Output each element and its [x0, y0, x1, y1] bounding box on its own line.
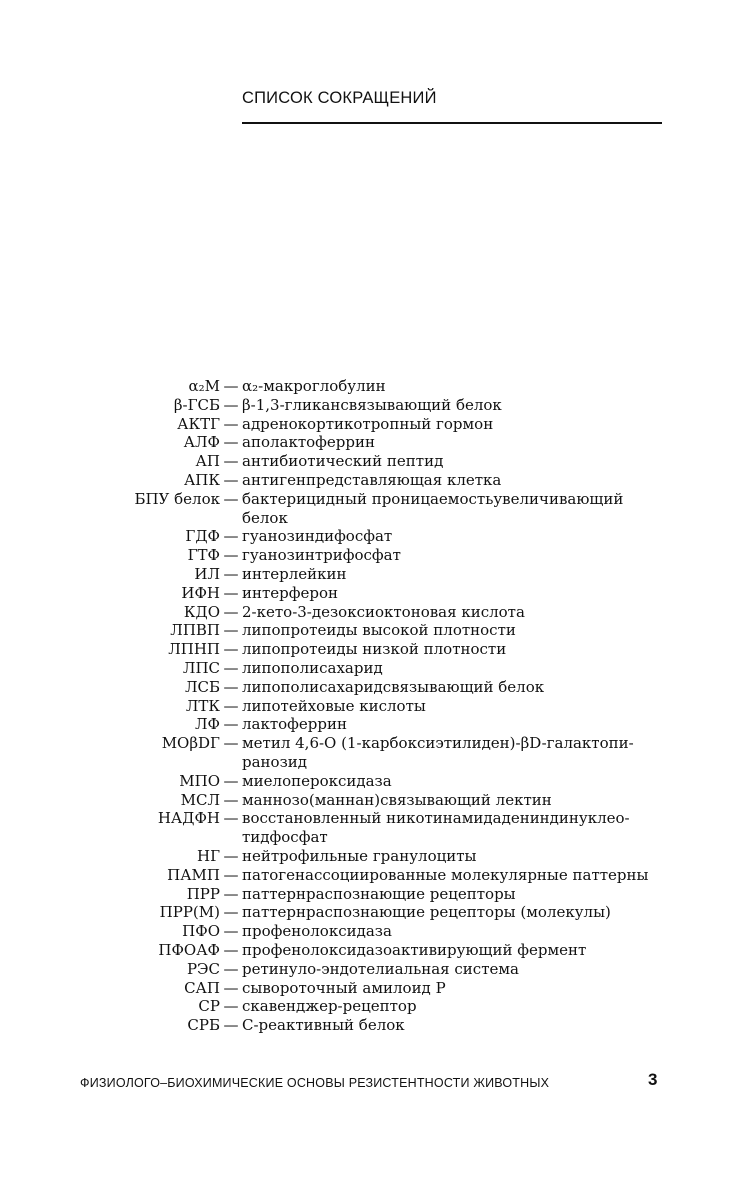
definition-continuation: белок [242, 508, 288, 527]
abbreviation-definition: антигенпредставляющая клетка [242, 470, 502, 489]
list-item [90, 621, 650, 640]
abbreviation-definition: нейтрофильные гранулоциты [242, 846, 477, 865]
dash-separator: — [223, 715, 239, 734]
dash-separator: — [223, 527, 239, 546]
abbreviation-definition: сывороточный амилоид Р [242, 978, 446, 997]
list-item [90, 791, 650, 810]
dash-separator: — [223, 809, 239, 828]
abbreviation-definition: профенолоксидазоактивирующий фермент [242, 940, 587, 959]
abbreviation-definition: гуанозинтрифосфат [242, 546, 401, 565]
abbreviation-term: ЛФ [195, 715, 220, 734]
list-item [90, 678, 650, 697]
page-title: СПИСОК СОКРАЩЕНИЙ [242, 89, 437, 107]
list-item [90, 377, 650, 396]
list-item [90, 640, 650, 659]
abbreviation-definition: С-реактивный белок [242, 1016, 405, 1035]
abbreviation-definition: липотейховые кислоты [242, 696, 426, 715]
abbreviation-term: БПУ белок [134, 489, 220, 508]
abbreviation-definition: маннозо(маннан)связывающий лектин [242, 790, 552, 809]
dash-separator: — [223, 677, 239, 696]
abbreviation-list [90, 377, 650, 1035]
dash-separator: — [223, 433, 239, 452]
abbreviation-term: СР [198, 997, 220, 1016]
list-item [90, 960, 650, 979]
dash-separator: — [223, 865, 239, 884]
dash-separator: — [223, 978, 239, 997]
list-item [90, 527, 650, 546]
list-item [90, 697, 650, 716]
abbreviation-term: МПО [179, 771, 220, 790]
abbreviation-term: β-ГСБ [173, 395, 220, 414]
abbreviation-definition: липопротеиды низкой плотности [242, 640, 507, 659]
dash-separator: — [223, 583, 239, 602]
abbreviation-term: α₂М [188, 377, 220, 395]
abbreviation-definition: α₂-макроглобулин [242, 377, 386, 395]
list-item [90, 490, 650, 528]
definition-line: бактерицидный проницаемостьувеличивающий [242, 489, 624, 508]
dash-separator: — [223, 602, 239, 621]
abbreviation-term: ГДФ [185, 527, 220, 546]
abbreviation-term: АПК [183, 470, 220, 489]
dash-separator: — [223, 771, 239, 790]
list-item [90, 922, 650, 941]
dash-separator: — [223, 959, 239, 978]
list-item [90, 866, 650, 885]
abbreviation-definition: липополисахаридсвязывающий белок [242, 677, 545, 696]
dash-separator: — [223, 489, 239, 508]
list-item [90, 659, 650, 678]
abbreviation-term: АП [195, 452, 220, 471]
list-item [90, 546, 650, 565]
list-item [90, 979, 650, 998]
dash-separator: — [223, 696, 239, 715]
definition-line: восстановленный никотинамидадениндинуклео- [242, 809, 630, 828]
abbreviation-term: ПАМП [167, 865, 220, 884]
header-rule [242, 122, 662, 124]
abbreviation-term: АКТГ [177, 414, 220, 433]
list-item [90, 471, 650, 490]
abbreviation-definition: 2-кето-3-дезоксиоктоновая кислота [242, 602, 525, 621]
abbreviation-term: АЛФ [183, 433, 220, 452]
definition-continuation: тидфосфат [242, 828, 328, 847]
abbreviation-term: СРБ [187, 1016, 220, 1035]
abbreviation-definition [242, 490, 650, 528]
dash-separator: — [223, 470, 239, 489]
running-footer: ФИЗИОЛОГО–БИОХИМИЧЕСКИЕ ОСНОВЫ РЕЗИСТЕНТНОСТИ ЖИВОТНЫХ [80, 1076, 550, 1090]
list-item [90, 396, 650, 415]
list-item [90, 903, 650, 922]
abbreviation-definition: паттернраспознающие рецепторы [242, 884, 516, 903]
abbreviation-definition [242, 809, 650, 847]
abbreviation-definition: липопротеиды высокой плотности [242, 621, 516, 640]
abbreviation-term: САП [184, 978, 220, 997]
abbreviation-term: ЛПВП [170, 621, 220, 640]
list-item [90, 847, 650, 866]
dash-separator: — [223, 452, 239, 471]
abbreviation-definition: интерферон [242, 583, 339, 602]
list-item [90, 565, 650, 584]
abbreviation-term: ПФО [182, 922, 220, 941]
list-item [90, 997, 650, 1016]
abbreviation-term: ЛПНП [168, 640, 220, 659]
abbreviation-definition: антибиотический пептид [242, 452, 444, 471]
list-item [90, 415, 650, 434]
page-number: 3 [648, 1070, 658, 1089]
abbreviation-definition: лактоферрин [242, 715, 347, 734]
abbreviation-term: НГ [196, 846, 220, 865]
definition-continuation: ранозид [242, 752, 307, 771]
dash-separator: — [223, 940, 239, 959]
list-item [90, 809, 650, 847]
abbreviation-term: ГТФ [187, 546, 220, 565]
dash-separator: — [223, 790, 239, 809]
dash-separator: — [223, 734, 239, 753]
abbreviation-term: ПРР(М) [159, 903, 220, 922]
abbreviation-definition: скавенджер-рецептор [242, 997, 417, 1016]
abbreviation-definition: ретинуло-эндотелиальная система [242, 959, 519, 978]
dash-separator: — [223, 546, 239, 565]
abbreviation-definition: аполактоферрин [242, 433, 375, 452]
list-item [90, 715, 650, 734]
abbreviation-term: ПРР [186, 884, 220, 903]
dash-separator: — [223, 846, 239, 865]
abbreviation-term: РЭС [186, 959, 220, 978]
abbreviation-definition: профенолоксидаза [242, 922, 392, 941]
abbreviation-definition: интерлейкин [242, 564, 347, 583]
dash-separator: — [223, 922, 239, 941]
abbreviation-term: ИЛ [194, 564, 220, 583]
dash-separator: — [223, 903, 239, 922]
abbreviation-definition: липополисахарид [242, 658, 383, 677]
dash-separator: — [223, 1016, 239, 1035]
dash-separator: — [223, 884, 239, 903]
dash-separator: — [223, 564, 239, 583]
dash-separator: — [223, 621, 239, 640]
abbreviation-definition [242, 734, 650, 772]
list-item [90, 734, 650, 772]
abbreviation-definition: паттернраспознающие рецепторы (молекулы) [242, 903, 611, 922]
dash-separator: — [223, 658, 239, 677]
dash-separator: — [223, 640, 239, 659]
abbreviation-term: МОβDГ [161, 734, 220, 753]
dash-separator: — [223, 997, 239, 1016]
list-item [90, 885, 650, 904]
list-item [90, 772, 650, 791]
abbreviation-term: ЛСБ [184, 677, 220, 696]
abbreviation-definition: патогенассоциированные молекулярные паттерны [242, 865, 649, 884]
list-item [90, 603, 650, 622]
abbreviation-term: МСЛ [180, 790, 220, 809]
abbreviation-term: ЛТК [185, 696, 220, 715]
abbreviation-term: ЛПС [182, 658, 220, 677]
abbreviation-term: ПФОАФ [158, 940, 220, 959]
dash-separator: — [223, 414, 239, 433]
dash-separator: — [223, 395, 239, 414]
abbreviation-definition: β-1,3-гликансвязывающий белок [242, 395, 502, 414]
list-item [90, 433, 650, 452]
abbreviation-term: ИФН [181, 583, 220, 602]
abbreviation-term: НАДФН [157, 809, 220, 828]
list-item [90, 941, 650, 960]
abbreviation-term: КДО [183, 602, 220, 621]
abbreviation-definition: миелопероксидаза [242, 771, 392, 790]
list-item [90, 452, 650, 471]
list-item [90, 584, 650, 603]
abbreviation-definition: адренокортикотропный гормон [242, 414, 494, 433]
definition-line: метил 4,6-О (1-карбоксиэтилиден)-βD-галактопи- [242, 734, 634, 753]
dash-separator: — [223, 377, 239, 395]
abbreviation-definition: гуанозиндифосфат [242, 527, 393, 546]
list-item [90, 1016, 650, 1035]
